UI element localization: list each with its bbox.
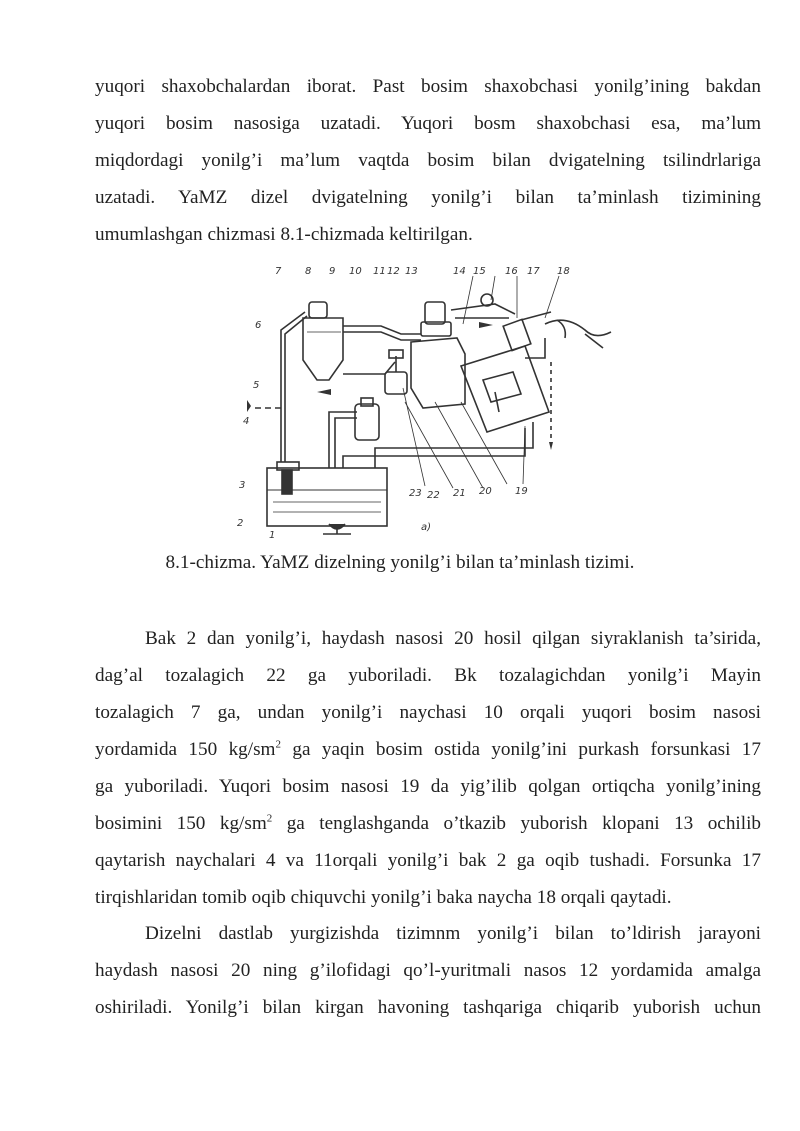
text-line: ga yuboriladi. Yuqori bosim nasosi 19 da yig’ilib qolgan ortiqcha yonilg’ining <box>95 776 761 797</box>
text-line <box>95 805 761 842</box>
text-segment: bosimini 150 kg/sm <box>95 813 267 834</box>
label-14: 14 <box>453 266 466 277</box>
label-17: 17 <box>527 266 540 277</box>
label-9: 9 <box>329 266 336 277</box>
text-line: yuqori bosim nasosiga uzatadi. Yuqori bosm shaxobchasi esa, ma’lum <box>95 113 761 134</box>
text-line: haydash nasosi 20 ning g’ilofidagi qo’l-yuritmali nasos 12 yordamida amalga <box>95 960 761 981</box>
text-segment: ga tenglashganda o’tkazib yuborish klopani 13 ochilib <box>272 813 761 834</box>
paragraph-1 <box>95 68 761 253</box>
text-line: miqdordagi yonilg’i ma’lum vaqtda bosim bilan dvigatelning tsilindrlariga <box>95 150 761 171</box>
label-3: 3 <box>239 480 246 491</box>
label-7: 7 <box>275 266 282 277</box>
label-18: 18 <box>557 266 570 277</box>
text-line: dag’al tozalagich 22 ga yuboriladi. Bk tozalagichdan yonilg’i Mayin <box>95 665 761 686</box>
label-23: 23 <box>409 488 422 499</box>
text-line: umumlashgan chizmasi 8.1-chizmada keltirilgan. <box>95 224 473 245</box>
text-line <box>95 731 761 768</box>
text-segment: yordamida 150 kg/sm <box>95 739 276 760</box>
label-22: 22 <box>427 490 440 501</box>
text-line: Bak 2 dan yonilg’i, haydash nasosi 20 hosil qilgan siyraklanish ta’sirida, <box>145 628 761 649</box>
text-line: oshiriladi. Yonilg’i bilan kirgan havoning tashqariga chiqarib yuborish uchun <box>95 997 761 1018</box>
superscript: 2 <box>266 812 273 825</box>
paragraph-3 <box>95 915 761 1026</box>
label-5: 5 <box>253 380 260 391</box>
text-line: tirqishlaridan tomib oqib chiquvchi yonilg’i baka naycha 18 orqali qaytadi. <box>95 887 672 908</box>
label-15: 15 <box>473 266 486 277</box>
label-20: 20 <box>479 486 492 497</box>
label-2: 2 <box>237 518 244 529</box>
sublabel-a: a) <box>421 522 432 533</box>
label-12: 12 <box>387 266 400 277</box>
text-line: Dizelni dastlab yurgizishda tizimnm yonilg’i bilan to’ldirish jarayoni <box>145 923 761 944</box>
label-10: 10 <box>349 266 362 277</box>
paragraph-2 <box>95 620 761 916</box>
label-6: 6 <box>255 320 262 331</box>
figure-caption: 8.1-chizma. YaMZ dizelning yonilg’i bilan ta’minlash tizimi. <box>165 552 635 573</box>
superscript: 2 <box>275 738 281 751</box>
label-19: 19 <box>515 486 528 497</box>
label-4: 4 <box>243 416 250 427</box>
text-segment: ga yaqin bosim ostida yonilg’ini purkash forsunkasi 17 <box>281 739 761 760</box>
text-line: qaytarish naychalari 4 va 11orqali yonilg’i bak 2 ga oqib tushadi. Forsunka 17 <box>95 850 761 871</box>
text-line: yuqori shaxobchalardan iborat. Past bosim shaxobchasi yonilg’ining bakdan <box>95 76 761 97</box>
label-13: 13 <box>405 266 418 277</box>
fuel-system-diagram <box>225 262 630 538</box>
label-1: 1 <box>269 530 276 538</box>
text-line: tozalagich 7 ga, undan yonilg’i naychasi 10 orqali yuqori bosim nasosi <box>95 702 761 723</box>
label-16: 16 <box>505 266 518 277</box>
label-21: 21 <box>453 488 466 499</box>
text-line: uzatadi. YaMZ dizel dvigatelning yonilg’i bilan ta’minlash tizimining <box>95 187 761 208</box>
label-11: 11 <box>373 266 386 277</box>
label-8: 8 <box>305 266 312 277</box>
